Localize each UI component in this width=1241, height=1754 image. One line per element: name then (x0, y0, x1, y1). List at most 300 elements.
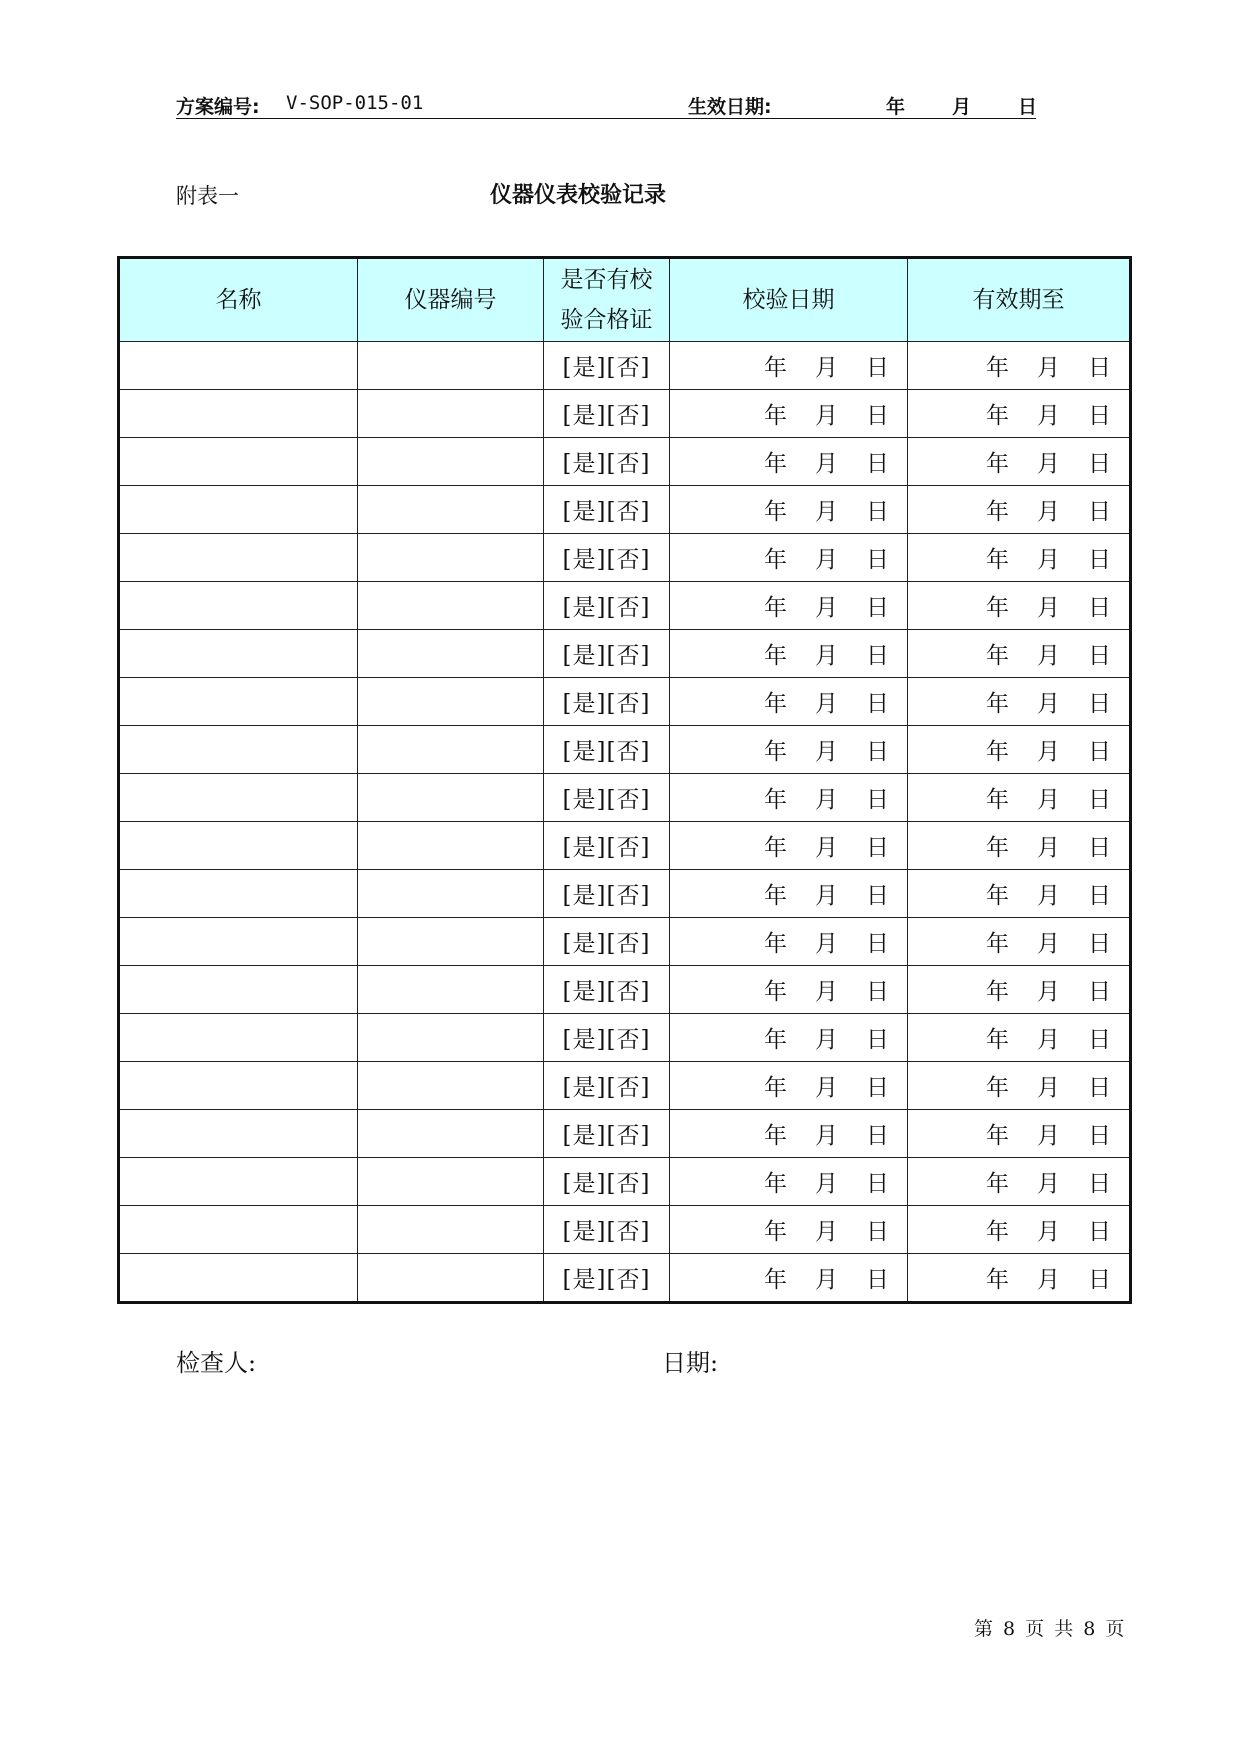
month-label: 月 (815, 883, 838, 909)
instrument-number-cell[interactable] (358, 1062, 544, 1110)
day-label: 日 (1088, 979, 1111, 1005)
day-label: 日 (866, 739, 889, 765)
valid-until-cell[interactable] (908, 390, 1131, 438)
yes-option[interactable]: [是] (562, 835, 607, 861)
yes-option[interactable]: [是] (562, 883, 607, 909)
day-label: 日 (1088, 1219, 1111, 1245)
year-label: 年 (764, 1267, 787, 1293)
table-row (119, 630, 1131, 678)
day-label: 日 (1088, 1267, 1111, 1293)
yes-option[interactable]: [是] (562, 595, 607, 621)
year-label: 年 (764, 499, 787, 525)
certificate-cell (544, 582, 670, 630)
day-label: 日 (866, 403, 889, 429)
month-label: 月 (815, 355, 838, 381)
month-label: 月 (815, 691, 838, 717)
year-label: 年 (986, 595, 1009, 621)
month-label: 月 (1037, 787, 1060, 813)
instrument-number-cell[interactable] (358, 726, 544, 774)
month-label: 月 (1037, 451, 1060, 477)
month-label: 月 (1037, 643, 1060, 669)
month-label: 月 (815, 1171, 838, 1197)
calibration-date-cell[interactable] (670, 774, 908, 822)
certificate-cell (544, 774, 670, 822)
calibration-date-cell[interactable] (670, 630, 908, 678)
footer-date-label: 日期: (662, 1349, 719, 1377)
no-option[interactable]: [否] (606, 595, 651, 621)
table-row (119, 1254, 1131, 1303)
yes-option[interactable]: [是] (562, 1219, 607, 1245)
month-label: 月 (815, 1267, 838, 1293)
year-label: 年 (764, 1027, 787, 1053)
table-row (119, 1062, 1131, 1110)
table-row (119, 774, 1131, 822)
instrument-number-cell[interactable] (358, 774, 544, 822)
day-label: 日 (866, 1267, 889, 1293)
table-row (119, 1206, 1131, 1254)
year-label: 年 (986, 979, 1009, 1005)
no-option[interactable]: [否] (606, 643, 651, 669)
day-label: 日 (1088, 739, 1111, 765)
valid-until-cell[interactable] (908, 822, 1131, 870)
day-label: 日 (1088, 403, 1111, 429)
month-label: 月 (1037, 1027, 1060, 1053)
calibration-date-cell[interactable] (670, 534, 908, 582)
day-label: 日 (1088, 643, 1111, 669)
no-option[interactable]: [否] (606, 835, 651, 861)
valid-until-cell[interactable] (908, 726, 1131, 774)
certificate-cell (544, 726, 670, 774)
month-label: 月 (1037, 835, 1060, 861)
name-cell[interactable] (119, 1014, 358, 1062)
certificate-cell (544, 438, 670, 486)
name-cell[interactable] (119, 342, 358, 390)
calibration-date-cell[interactable] (670, 582, 908, 630)
calibration-date-cell[interactable] (670, 678, 908, 726)
certificate-cell (544, 822, 670, 870)
table-row (119, 966, 1131, 1014)
table-row (119, 870, 1131, 918)
calibration-date-cell[interactable] (670, 1110, 908, 1158)
calibration-date-cell[interactable] (670, 1254, 908, 1303)
certificate-cell (544, 534, 670, 582)
instrument-number-cell[interactable] (358, 678, 544, 726)
name-cell[interactable] (119, 918, 358, 966)
calibration-date-cell[interactable] (670, 390, 908, 438)
name-cell[interactable] (119, 1254, 358, 1303)
yes-option[interactable]: [是] (562, 547, 607, 573)
valid-until-cell[interactable] (908, 1014, 1131, 1062)
valid-until-cell[interactable] (908, 1158, 1131, 1206)
calibration-date-cell[interactable] (670, 438, 908, 486)
year-label: 年 (986, 1123, 1009, 1149)
day-label: 日 (866, 595, 889, 621)
calibration-date-cell[interactable] (670, 822, 908, 870)
instrument-number-cell[interactable] (358, 342, 544, 390)
valid-until-cell[interactable] (908, 1110, 1131, 1158)
month-label: 月 (1037, 883, 1060, 909)
effective-month-label: 月 (952, 96, 972, 118)
day-label: 日 (1088, 787, 1111, 813)
no-option[interactable]: [否] (606, 691, 651, 717)
table-row (119, 1014, 1131, 1062)
name-cell[interactable] (119, 486, 358, 534)
no-option[interactable]: [否] (606, 1219, 651, 1245)
yes-option[interactable]: [是] (562, 931, 607, 957)
table-row (119, 486, 1131, 534)
instrument-number-cell[interactable] (358, 1254, 544, 1303)
month-label: 月 (815, 787, 838, 813)
day-label: 日 (866, 547, 889, 573)
day-label: 日 (866, 643, 889, 669)
certificate-cell (544, 630, 670, 678)
name-cell[interactable] (119, 630, 358, 678)
effective-year-label: 年 (886, 96, 906, 118)
year-label: 年 (764, 787, 787, 813)
calibration-date-cell[interactable] (670, 1158, 908, 1206)
no-option[interactable]: [否] (606, 355, 651, 381)
instrument-number-cell[interactable] (358, 486, 544, 534)
instrument-number-cell[interactable] (358, 918, 544, 966)
instrument-number-cell[interactable] (358, 870, 544, 918)
month-label: 月 (815, 931, 838, 957)
month-label: 月 (815, 595, 838, 621)
no-option[interactable]: [否] (606, 403, 651, 429)
certificate-cell (544, 1062, 670, 1110)
name-cell[interactable] (119, 678, 358, 726)
table-row (119, 918, 1131, 966)
table-row (119, 582, 1131, 630)
name-cell[interactable] (119, 774, 358, 822)
month-label: 月 (1037, 1123, 1060, 1149)
header-name: 名称 (119, 258, 358, 342)
no-option[interactable]: [否] (606, 547, 651, 573)
yes-option[interactable]: [是] (562, 979, 607, 1005)
table-row (119, 438, 1131, 486)
valid-until-cell[interactable] (908, 918, 1131, 966)
year-label: 年 (986, 931, 1009, 957)
effective-date-label: 生效日期: (688, 96, 772, 118)
day-label: 日 (866, 787, 889, 813)
valid-until-cell[interactable] (908, 1254, 1131, 1303)
year-label: 年 (986, 355, 1009, 381)
month-label: 月 (1037, 691, 1060, 717)
day-label: 日 (1088, 1075, 1111, 1101)
valid-until-cell[interactable] (908, 774, 1131, 822)
name-cell[interactable] (119, 390, 358, 438)
year-label: 年 (986, 1027, 1009, 1053)
year-label: 年 (986, 691, 1009, 717)
no-option[interactable]: [否] (606, 1267, 651, 1293)
calibration-date-cell[interactable] (670, 342, 908, 390)
no-option[interactable]: [否] (606, 1075, 651, 1101)
month-label: 月 (815, 1123, 838, 1149)
month-label: 月 (815, 739, 838, 765)
year-label: 年 (764, 403, 787, 429)
year-label: 年 (764, 883, 787, 909)
certificate-cell (544, 1110, 670, 1158)
valid-until-cell[interactable] (908, 678, 1131, 726)
year-label: 年 (986, 787, 1009, 813)
yes-option[interactable]: [是] (562, 355, 607, 381)
year-label: 年 (764, 355, 787, 381)
table-row (119, 390, 1131, 438)
year-label: 年 (764, 451, 787, 477)
effective-day-label: 日 (1018, 96, 1038, 118)
day-label: 日 (1088, 1123, 1111, 1149)
instrument-number-cell[interactable] (358, 1014, 544, 1062)
day-label: 日 (866, 1027, 889, 1053)
day-label: 日 (1088, 1171, 1111, 1197)
day-label: 日 (866, 979, 889, 1005)
year-label: 年 (764, 1171, 787, 1197)
month-label: 月 (815, 643, 838, 669)
month-label: 月 (815, 979, 838, 1005)
header-instrument-number: 仪器编号 (358, 258, 544, 342)
instrument-number-cell[interactable] (358, 438, 544, 486)
month-label: 月 (1037, 1171, 1060, 1197)
no-option[interactable]: [否] (606, 787, 651, 813)
month-label: 月 (815, 1219, 838, 1245)
day-label: 日 (866, 355, 889, 381)
year-label: 年 (764, 1219, 787, 1245)
month-label: 月 (1037, 1219, 1060, 1245)
yes-option[interactable]: [是] (562, 691, 607, 717)
name-cell[interactable] (119, 534, 358, 582)
year-label: 年 (764, 739, 787, 765)
month-label: 月 (1037, 595, 1060, 621)
certificate-cell (544, 1254, 670, 1303)
certificate-cell (544, 1158, 670, 1206)
valid-until-cell[interactable] (908, 1062, 1131, 1110)
table-row (119, 822, 1131, 870)
year-label: 年 (764, 547, 787, 573)
valid-until-cell[interactable] (908, 966, 1131, 1014)
year-label: 年 (764, 835, 787, 861)
day-label: 日 (866, 451, 889, 477)
month-label: 月 (1037, 499, 1060, 525)
calibration-date-cell[interactable] (670, 726, 908, 774)
certificate-cell (544, 966, 670, 1014)
day-label: 日 (866, 1075, 889, 1101)
valid-until-cell[interactable] (908, 582, 1131, 630)
year-label: 年 (764, 595, 787, 621)
yes-option[interactable]: [是] (562, 1171, 607, 1197)
calibration-date-cell[interactable] (670, 1206, 908, 1254)
calibration-record-table (117, 256, 1132, 1304)
certificate-cell (544, 390, 670, 438)
yes-option[interactable]: [是] (562, 451, 607, 477)
certificate-cell (544, 870, 670, 918)
month-label: 月 (815, 1027, 838, 1053)
day-label: 日 (866, 1123, 889, 1149)
certificate-cell (544, 342, 670, 390)
table-row (119, 534, 1131, 582)
yes-option[interactable]: [是] (562, 1123, 607, 1149)
form-title: 仪器仪表校验记录 (490, 183, 667, 208)
valid-until-cell[interactable] (908, 1206, 1131, 1254)
yes-option[interactable]: [是] (562, 1075, 607, 1101)
month-label: 月 (1037, 547, 1060, 573)
plan-number-label: 方案编号: (176, 96, 260, 118)
valid-until-cell[interactable] (908, 438, 1131, 486)
month-label: 月 (1037, 1267, 1060, 1293)
month-label: 月 (815, 451, 838, 477)
certificate-cell (544, 1206, 670, 1254)
calibration-date-cell[interactable] (670, 486, 908, 534)
table-header-row (119, 258, 1131, 342)
year-label: 年 (986, 835, 1009, 861)
day-label: 日 (1088, 883, 1111, 909)
header-certificate-line2: 验合格证 (560, 307, 653, 333)
calibration-date-cell[interactable] (670, 918, 908, 966)
calibration-date-cell[interactable] (670, 870, 908, 918)
day-label: 日 (1088, 595, 1111, 621)
day-label: 日 (1088, 547, 1111, 573)
month-label: 月 (815, 499, 838, 525)
day-label: 日 (866, 691, 889, 717)
year-label: 年 (986, 547, 1009, 573)
day-label: 日 (866, 931, 889, 957)
table-row (119, 342, 1131, 390)
day-label: 日 (1088, 835, 1111, 861)
name-cell[interactable] (119, 1062, 358, 1110)
month-label: 月 (1037, 739, 1060, 765)
year-label: 年 (986, 403, 1009, 429)
table-row (119, 1158, 1131, 1206)
yes-option[interactable]: [是] (562, 643, 607, 669)
page-number: 第 8 页 共 8 页 (974, 1618, 1125, 1640)
no-option[interactable]: [否] (606, 883, 651, 909)
no-option[interactable]: [否] (606, 979, 651, 1005)
yes-option[interactable]: [是] (562, 499, 607, 525)
no-option[interactable]: [否] (606, 739, 651, 765)
yes-option[interactable]: [是] (562, 787, 607, 813)
valid-until-cell[interactable] (908, 630, 1131, 678)
month-label: 月 (1037, 1075, 1060, 1101)
day-label: 日 (866, 1219, 889, 1245)
instrument-number-cell[interactable] (358, 582, 544, 630)
day-label: 日 (866, 883, 889, 909)
certificate-cell (544, 1014, 670, 1062)
checker-label: 检查人: (176, 1349, 257, 1377)
year-label: 年 (764, 931, 787, 957)
month-label: 月 (1037, 931, 1060, 957)
year-label: 年 (986, 1267, 1009, 1293)
year-label: 年 (764, 1075, 787, 1101)
year-label: 年 (986, 739, 1009, 765)
year-label: 年 (986, 643, 1009, 669)
name-cell[interactable] (119, 582, 358, 630)
year-label: 年 (986, 1075, 1009, 1101)
certificate-cell (544, 678, 670, 726)
appendix-label: 附表一 (176, 184, 239, 208)
calibration-date-cell[interactable] (670, 1062, 908, 1110)
no-option[interactable]: [否] (606, 1171, 651, 1197)
day-label: 日 (1088, 355, 1111, 381)
table-row (119, 678, 1131, 726)
year-label: 年 (764, 691, 787, 717)
header-certificate (544, 258, 670, 342)
valid-until-cell[interactable] (908, 870, 1131, 918)
day-label: 日 (866, 499, 889, 525)
name-cell[interactable] (119, 822, 358, 870)
valid-until-cell[interactable] (908, 486, 1131, 534)
month-label: 月 (815, 835, 838, 861)
table-row (119, 726, 1131, 774)
header-valid-until: 有效期至 (908, 258, 1131, 342)
no-option[interactable]: [否] (606, 931, 651, 957)
day-label: 日 (1088, 1027, 1111, 1053)
certificate-cell (544, 918, 670, 966)
header-certificate-line1: 是否有校 (560, 267, 653, 293)
year-label: 年 (764, 979, 787, 1005)
name-cell[interactable] (119, 438, 358, 486)
day-label: 日 (1088, 931, 1111, 957)
instrument-number-cell[interactable] (358, 966, 544, 1014)
name-cell[interactable] (119, 1206, 358, 1254)
no-option[interactable]: [否] (606, 499, 651, 525)
month-label: 月 (1037, 403, 1060, 429)
day-label: 日 (1088, 691, 1111, 717)
month-label: 月 (815, 403, 838, 429)
day-label: 日 (1088, 451, 1111, 477)
name-cell[interactable] (119, 1110, 358, 1158)
day-label: 日 (1088, 499, 1111, 525)
yes-option[interactable]: [是] (562, 403, 607, 429)
month-label: 月 (1037, 979, 1060, 1005)
instrument-number-cell[interactable] (358, 822, 544, 870)
header-calibration-date: 校验日期 (670, 258, 908, 342)
year-label: 年 (764, 643, 787, 669)
calibration-date-cell[interactable] (670, 1014, 908, 1062)
name-cell[interactable] (119, 966, 358, 1014)
instrument-number-cell[interactable] (358, 534, 544, 582)
year-label: 年 (986, 1219, 1009, 1245)
no-option[interactable]: [否] (606, 1123, 651, 1149)
calibration-date-cell[interactable] (670, 966, 908, 1014)
yes-option[interactable]: [是] (562, 1027, 607, 1053)
instrument-number-cell[interactable] (358, 1206, 544, 1254)
name-cell[interactable] (119, 870, 358, 918)
no-option[interactable]: [否] (606, 1027, 651, 1053)
month-label: 月 (815, 547, 838, 573)
table-row (119, 1110, 1131, 1158)
instrument-number-cell[interactable] (358, 630, 544, 678)
year-label: 年 (764, 1123, 787, 1149)
month-label: 月 (815, 1075, 838, 1101)
day-label: 日 (866, 1171, 889, 1197)
year-label: 年 (986, 499, 1009, 525)
yes-option[interactable]: [是] (562, 739, 607, 765)
no-option[interactable]: [否] (606, 451, 651, 477)
instrument-number-cell[interactable] (358, 1158, 544, 1206)
valid-until-cell[interactable] (908, 342, 1131, 390)
instrument-number-cell[interactable] (358, 390, 544, 438)
day-label: 日 (866, 835, 889, 861)
name-cell[interactable] (119, 726, 358, 774)
plan-number-value: V-SOP-015-01 (286, 92, 424, 114)
year-label: 年 (986, 883, 1009, 909)
yes-option[interactable]: [是] (562, 1267, 607, 1293)
name-cell[interactable] (119, 1158, 358, 1206)
year-label: 年 (986, 451, 1009, 477)
valid-until-cell[interactable] (908, 534, 1131, 582)
month-label: 月 (1037, 355, 1060, 381)
year-label: 年 (986, 1171, 1009, 1197)
document-header (176, 88, 1036, 119)
instrument-number-cell[interactable] (358, 1110, 544, 1158)
